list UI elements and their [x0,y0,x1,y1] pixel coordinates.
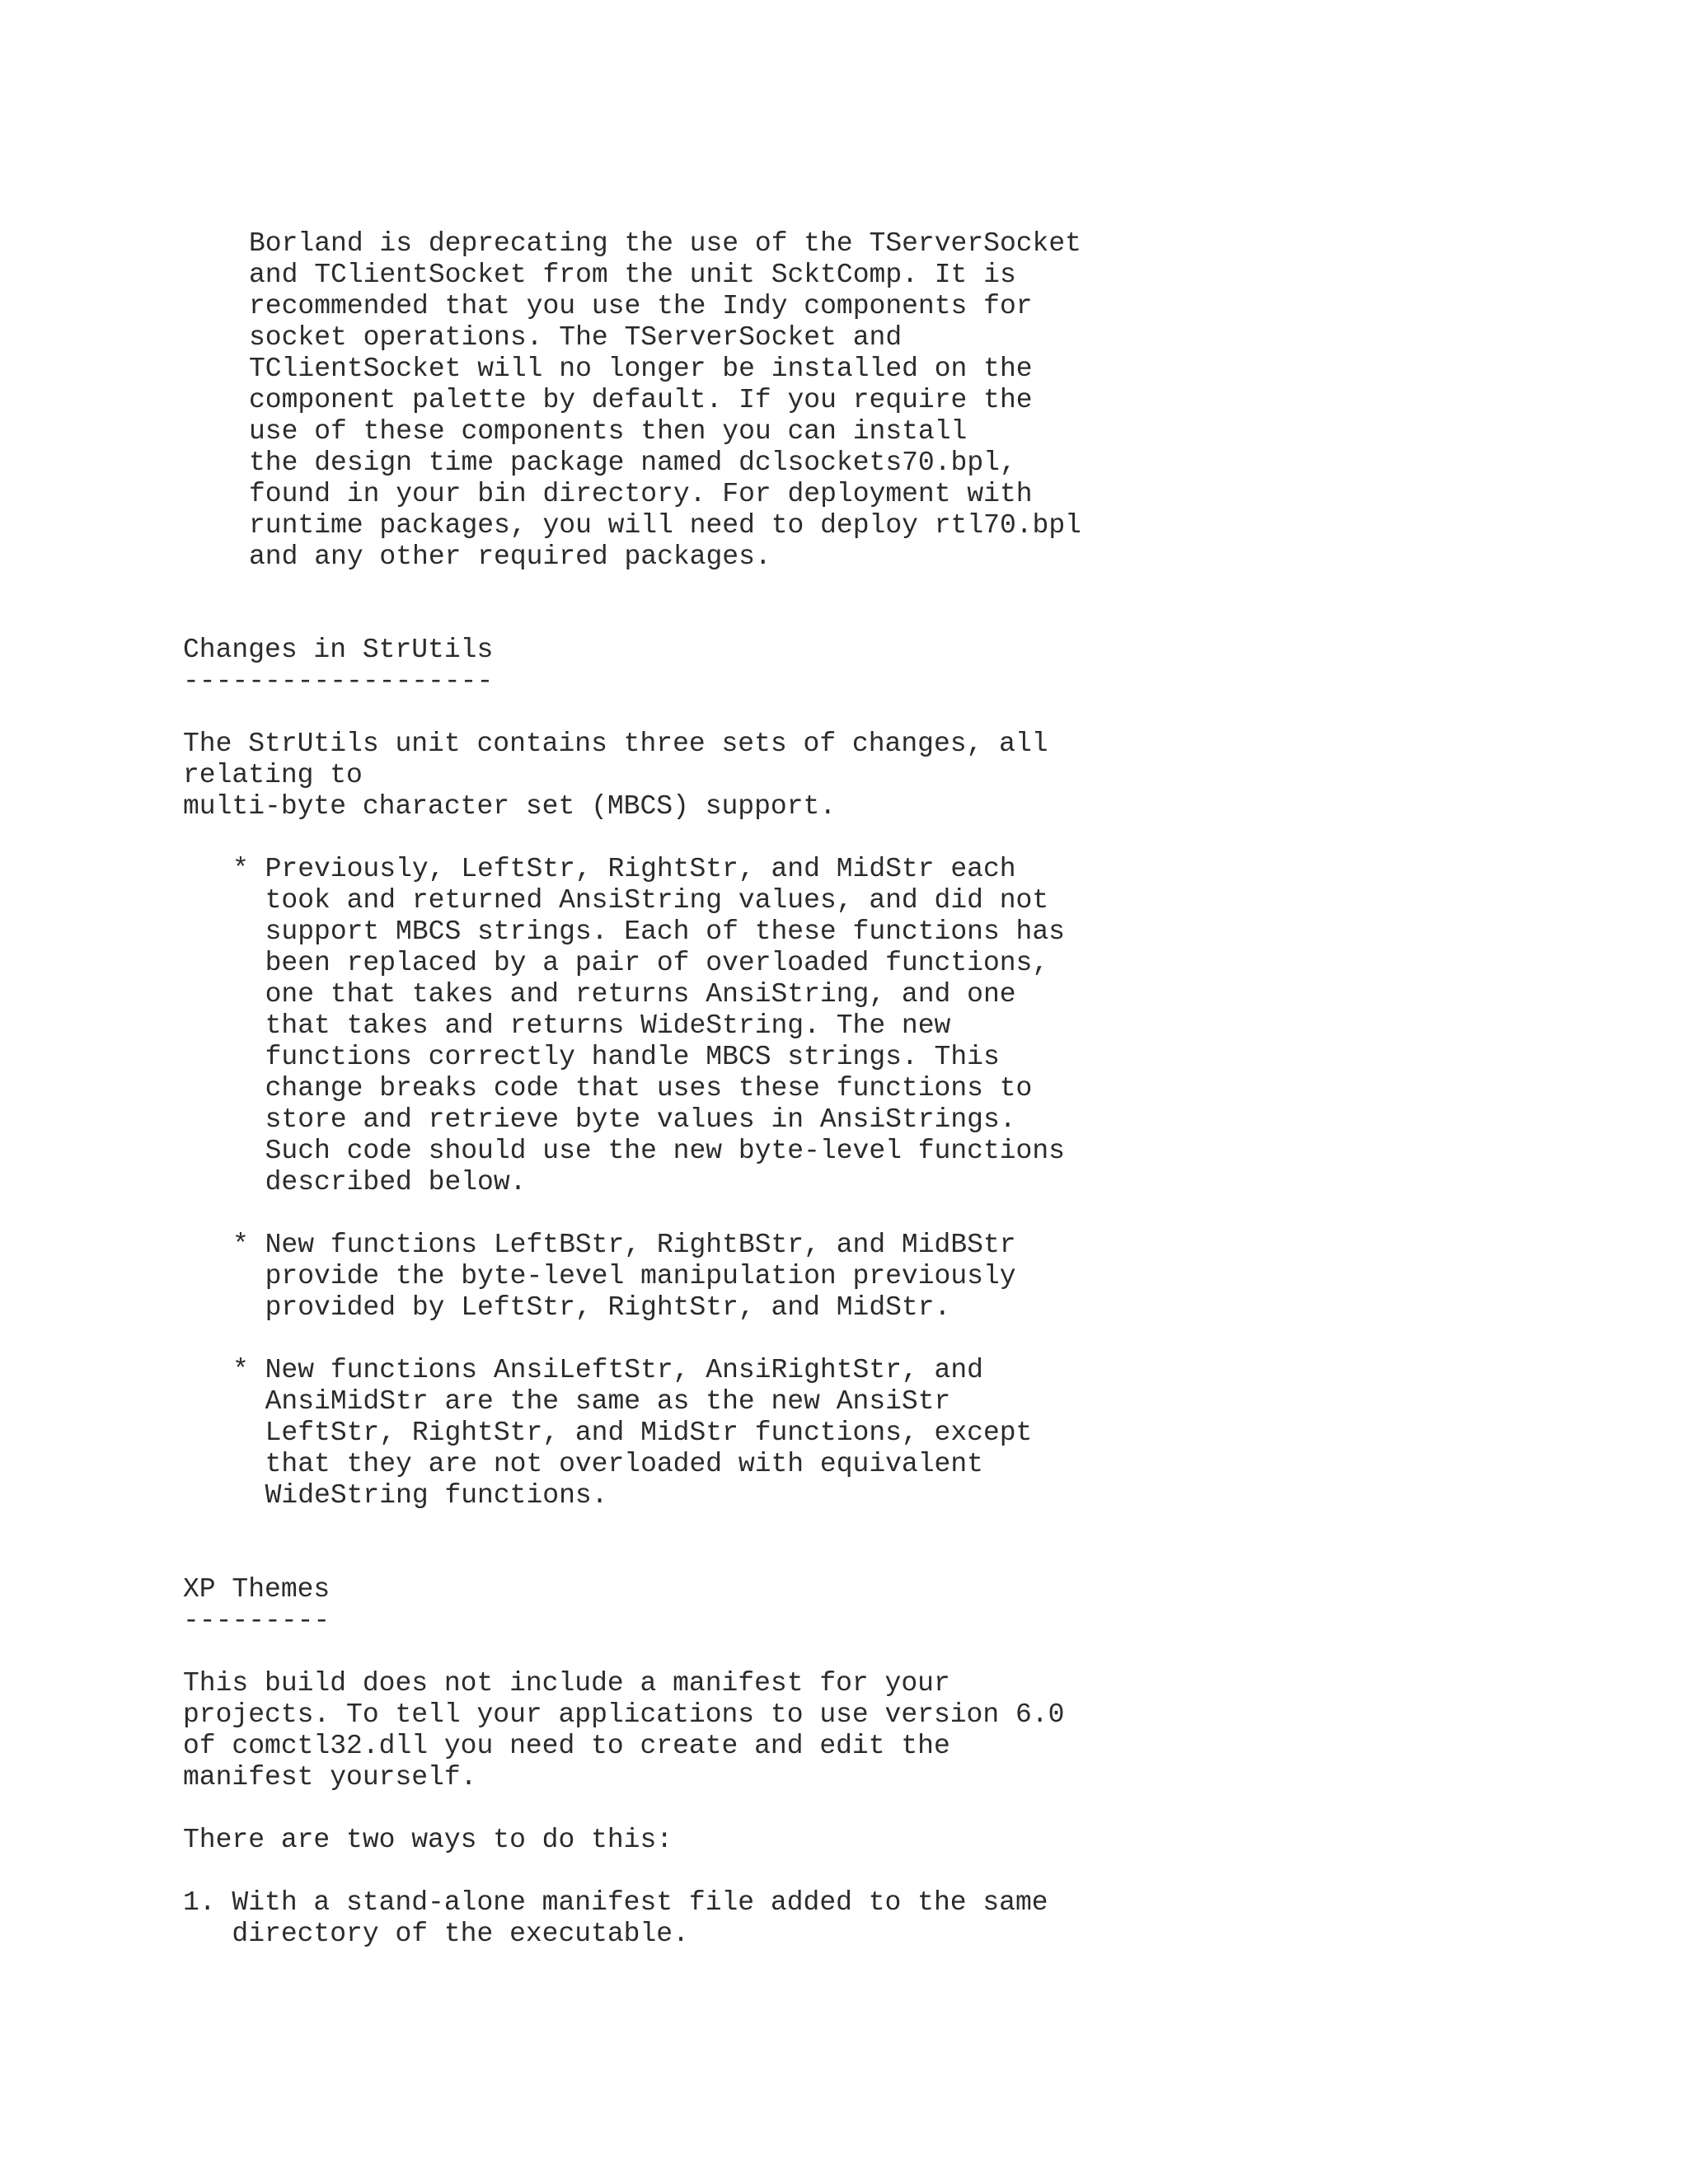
text-line: socket operations. The TServerSocket and [249,322,903,353]
text-line: store and retrieve byte values in AnsiStrings. [232,1104,1016,1135]
text-line: multi-byte character set (MBCS) support. [183,791,837,822]
text-line: functions correctly handle MBCS strings. This [232,1042,1000,1072]
text-line: directory of the executable. [183,1919,689,1949]
text-line: change breaks code that uses these functions to [232,1073,1033,1104]
xp-themes-ways-intro [183,1825,673,1856]
text-line: projects. To tell your applications to use version 6.0 [183,1699,1065,1730]
text-line: took and returned AnsiString values, and did not [232,885,1049,916]
text-line: * New functions LeftBStr, RightBStr, and MidBStr [232,1230,1016,1260]
xp-themes-paragraph [183,1668,1064,1793]
xp-themes-numbered-item-1 [183,1887,1048,1950]
text-line: provided by LeftStr, RightStr, and MidStr. [232,1292,951,1323]
text-line: Such code should use the new byte-level functions [232,1136,1065,1166]
text-line: and TClientSocket from the unit ScktComp. It is [249,260,1016,290]
heading-text: XP Themes [183,1574,331,1605]
text-line: TClientSocket will no longer be installed on the [249,354,1033,384]
text-line: runtime packages, you will need to deploy rtl70.bpl [249,510,1081,541]
text-line: that they are not overloaded with equivalent [232,1449,983,1479]
text-line: WideString functions. [232,1480,608,1511]
xp-themes-section-heading [183,1574,330,1605]
text-line: that takes and returns WideString. The new [232,1010,951,1041]
text-line: provide the byte-level manipulation previously [232,1261,1016,1291]
strutils-intro-paragraph [183,729,1048,823]
text-line: manifest yourself. [183,1762,477,1793]
text-line: 1. With a stand-alone manifest file added to the same [183,1887,1048,1918]
text-line: This build does not include a manifest for your [183,1668,950,1699]
text-line: AnsiMidStr are the same as the new AnsiStr [232,1386,951,1417]
text-line: described below. [232,1167,527,1197]
underline-text: ------------------- [183,666,494,696]
heading-text: Changes in StrUtils [183,635,494,665]
text-line: been replaced by a pair of overloaded functions, [232,948,1049,978]
text-line: the design time package named dclsockets70.bpl, [249,448,1016,478]
text-line: The StrUtils unit contains three sets of changes, all [183,729,1048,759]
text-line: There are two ways to do this: [183,1825,673,1855]
text-line: relating to [183,760,363,790]
text-line: recommended that you use the Indy components for [249,291,1033,321]
text-line: and any other required packages. [249,541,771,572]
text-line: Borland is deprecating the use of the TServerSocket [249,228,1081,259]
text-line: component palette by default. If you require the [249,385,1033,415]
text-line: * Previously, LeftStr, RightStr, and MidStr each [232,854,1016,884]
strutils-bullet-overloads [232,854,1065,1198]
strutils-section-heading [183,635,493,666]
text-line: of comctl32.dll you need to create and edit the [183,1731,950,1761]
text-line: LeftStr, RightStr, and MidStr functions, except [232,1418,1033,1448]
text-line: support MBCS strings. Each of these functions has [232,916,1065,947]
strutils-bullet-byte-functions [232,1230,1016,1324]
strutils-heading-underline [183,666,493,697]
text-line: use of these components then you can install [249,416,968,447]
strutils-bullet-ansi-functions [232,1355,1032,1511]
underline-text: --------- [183,1605,331,1636]
text-line: * New functions AnsiLeftStr, AnsiRightStr, and [232,1355,983,1385]
xp-themes-heading-underline [183,1605,330,1637]
sockets-deprecation-paragraph [249,228,1081,573]
text-line: found in your bin directory. For deployment with [249,479,1033,509]
text-line: one that takes and returns AnsiString, and one [232,979,1016,1010]
